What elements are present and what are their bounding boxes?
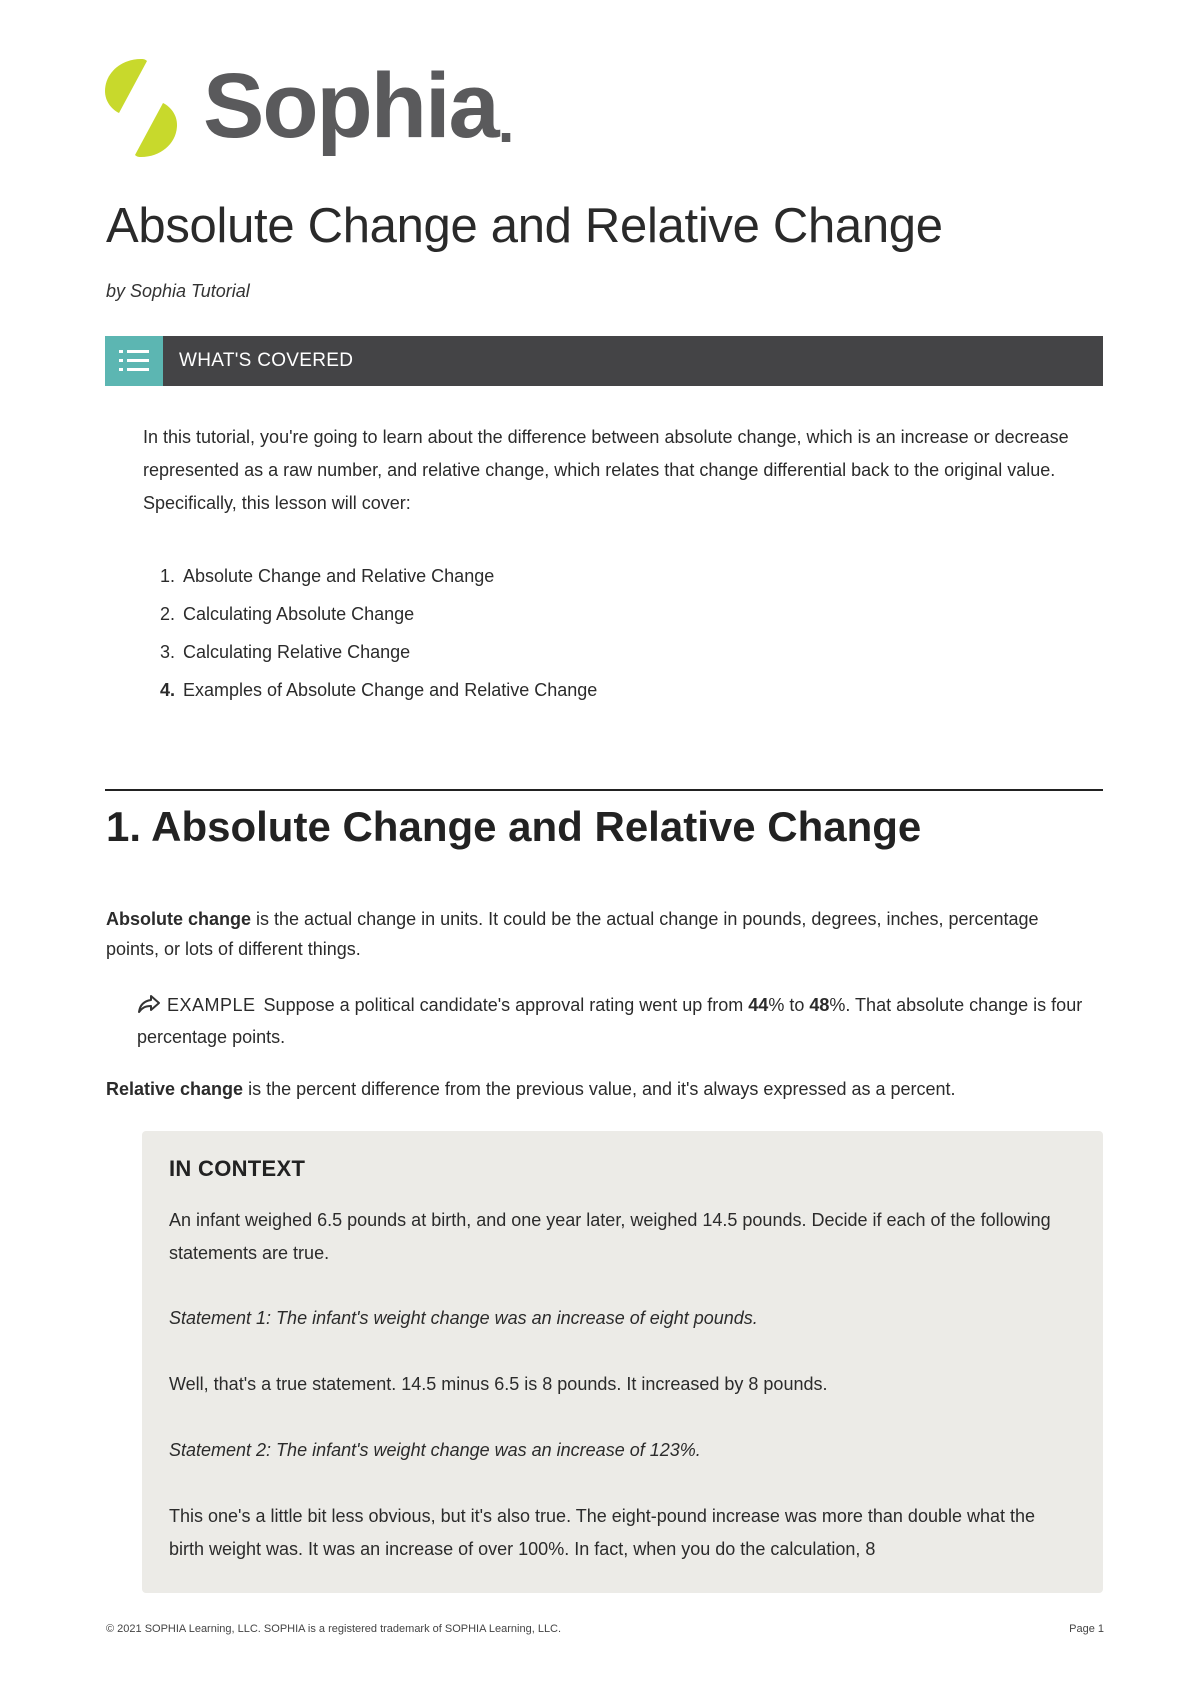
outline-item (143, 674, 597, 712)
outline-item-label: Examples of Absolute Change and Relative Change (183, 680, 598, 700)
whats-covered-label: WHAT'S COVERED (179, 350, 354, 371)
section-divider (105, 789, 1103, 791)
outline-item-number: 4. (159, 680, 175, 700)
byline: by Sophia Tutorial (106, 281, 250, 301)
example-text-start: Suppose a political candidate's approval rating went up from (263, 995, 749, 1015)
page-footer (106, 1623, 1104, 1635)
intro-paragraph: In this tutorial, you're going to learn about the difference between absolute change, which is an increase or decrease represented as a raw number, and relative change, which relates that change differential back to the original value. Specifically, this lesson will cover: (143, 427, 1069, 513)
whats-covered-banner (105, 336, 1103, 386)
sophia-logo (103, 55, 512, 160)
example-text-mid: % to (768, 995, 810, 1015)
outline-item-number: 1. (159, 566, 175, 586)
copyright-notice: © 2021 SOPHIA Learning, LLC. SOPHIA is a registered trademark of SOPHIA Learning, LLC. (106, 1623, 562, 1635)
outline-item (143, 598, 597, 636)
section-title: 1. Absolute Change and Relative Change (106, 803, 922, 850)
absolute-change-definition (106, 904, 1096, 964)
absolute-change-term: Absolute change (106, 909, 252, 929)
example-text-end: %. That absolute change is four percentage points. (137, 995, 1083, 1047)
outline-item-label: Absolute Change and Relative Change (183, 566, 495, 586)
context-paragraph: An infant weighed 6.5 pounds at birth, and one year later, weighed 14.5 pounds. Decide if each of the following statements are true. (169, 1210, 1051, 1263)
outline-item-number: 3. (159, 642, 175, 662)
example-tag: EXAMPLE (167, 995, 256, 1015)
sophia-logo-text: Sophia (203, 54, 498, 157)
outline-item (143, 560, 597, 598)
outline-item (143, 636, 597, 674)
sophia-logo-mark-icon (103, 57, 179, 159)
outline-item-label: Calculating Relative Change (183, 642, 411, 662)
example-callout (137, 989, 1087, 1053)
list-icon (105, 336, 163, 386)
context-statement-1: Statement 1: The infant's weight change was an increase of eight pounds. (169, 1308, 758, 1328)
relative-change-term: Relative change (106, 1079, 244, 1099)
in-context-heading: IN CONTEXT (169, 1156, 306, 1181)
example-value-from: 44 (748, 995, 769, 1015)
outline-item-label: Calculating Absolute Change (183, 604, 415, 624)
context-paragraph: Well, that's a true statement. 14.5 minus 6.5 is 8 pounds. It increased by 8 pounds. (169, 1374, 828, 1394)
page-number: Page 1 (1069, 1623, 1104, 1635)
absolute-change-text: is the actual change in units. It could be the actual change in pounds, degrees, inches, percentage points, or lots of different things. (106, 909, 1039, 959)
document-title: Absolute Change and Relative Change (106, 199, 943, 253)
share-arrow-icon (137, 994, 161, 1014)
relative-change-text: is the percent difference from the previous value, and it's always expressed as a percent. (243, 1079, 956, 1099)
context-paragraph: This one's a little bit less obvious, but it's also true. The eight-pound increase was more than double what the birth weight was. It was an increase of over 100%. In fact, when you do the calculation, 8 (169, 1506, 1036, 1559)
lesson-outline (143, 560, 597, 712)
in-context-box (142, 1131, 1103, 1593)
context-statement-2: Statement 2: The infant's weight change was an increase of 123%. (169, 1440, 701, 1460)
outline-item-number: 2. (159, 604, 175, 624)
example-value-to: 48 (809, 995, 830, 1015)
relative-change-definition (106, 1074, 1096, 1104)
sophia-logo-dot: . (497, 87, 513, 155)
